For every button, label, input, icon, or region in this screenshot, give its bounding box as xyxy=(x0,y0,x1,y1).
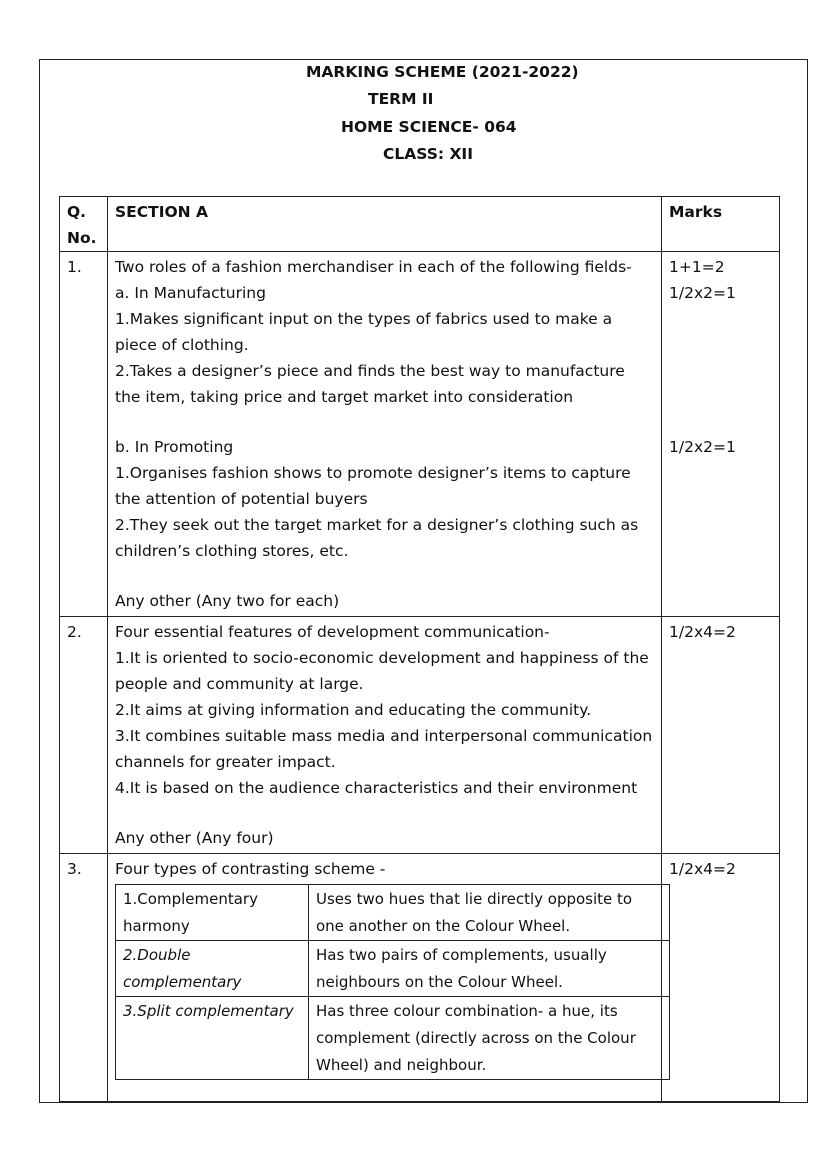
table-header-row xyxy=(60,197,780,252)
subject-label: HOME SCIENCE- 064 xyxy=(341,118,517,136)
question-intro: Two roles of a fashion merchandiser in each of the following fields- xyxy=(115,258,632,276)
qno-header: Q. No. xyxy=(60,197,108,252)
question-number: 2. xyxy=(60,617,108,854)
answer-point: 2.Takes a designer’s piece and finds the best way to manufacture the item, taking price and target market into consideration xyxy=(115,362,625,406)
marks-header: Marks xyxy=(662,197,780,252)
scheme-description: Has three colour combination- a hue, its complement (directly across on the Colour Wheel) and neighbour. xyxy=(309,997,670,1080)
answer-point: 2.It aims at giving information and educating the community. xyxy=(115,701,592,719)
question-row-2 xyxy=(60,617,780,854)
answer-point: 4.It is based on the audience characteristics and their environment xyxy=(115,779,638,797)
question-row-3 xyxy=(60,854,780,1102)
question-row-1 xyxy=(60,252,780,617)
scheme-description: Has two pairs of complements, usually neighbours on the Colour Wheel. xyxy=(309,941,670,997)
scheme-description: Uses two hues that lie directly opposite to one another on the Colour Wheel. xyxy=(309,885,670,941)
any-other-note: Any other (Any four) xyxy=(115,829,274,847)
document-title: MARKING SCHEME (2021-2022) xyxy=(306,63,579,81)
marking-table xyxy=(59,196,780,1102)
contrasting-scheme-table xyxy=(115,884,670,1080)
scheme-type: 1.Complementary harmony xyxy=(116,885,309,941)
question-number: 3. xyxy=(60,854,108,1102)
answer-point: 2.They seek out the target market for a designer’s clothing such as children’s clothing stores, etc. xyxy=(115,516,639,560)
marks-value: 1/2x4=2 xyxy=(669,860,736,878)
answer-subheading: a. In Manufacturing xyxy=(115,284,266,302)
any-other-note: Any other (Any two for each) xyxy=(115,592,340,610)
table-row xyxy=(116,997,670,1080)
answer-point: 1.It is oriented to socio-economic development and happiness of the people and community at large. xyxy=(115,649,649,693)
answer-cell xyxy=(108,617,662,854)
marks-value: 1/2x4=2 xyxy=(669,623,736,641)
answer-point: 1.Makes significant input on the types of fabrics used to make a piece of clothing. xyxy=(115,310,613,354)
table-row xyxy=(116,885,670,941)
section-a-header: SECTION A xyxy=(108,197,662,252)
answer-subheading: b. In Promoting xyxy=(115,438,234,456)
marks-value: 1/2x2=1 xyxy=(669,438,736,456)
answer-point: 1.Organises fashion shows to promote designer’s items to capture the attention of potential buyers xyxy=(115,464,631,508)
class-label: CLASS: XII xyxy=(383,145,473,163)
question-number: 1. xyxy=(60,252,108,617)
marks-cell xyxy=(662,854,780,1102)
answer-point: 3.It combines suitable mass media and interpersonal communication channels for greater impact. xyxy=(115,727,653,771)
question-intro: Four types of contrasting scheme - xyxy=(115,860,386,878)
answer-cell xyxy=(108,252,662,617)
marks-cell xyxy=(662,617,780,854)
marks-cell xyxy=(662,252,780,617)
scheme-type: 3.Split complementary xyxy=(116,997,309,1080)
marks-value: 1/2x2=1 xyxy=(669,284,736,302)
marks-value: 1+1=2 xyxy=(669,258,725,276)
term-label: TERM II xyxy=(368,90,434,108)
table-row xyxy=(116,941,670,997)
answer-cell xyxy=(108,854,662,1102)
question-intro: Four essential features of development communication- xyxy=(115,623,550,641)
scheme-type: 2.Double complementary xyxy=(116,941,309,997)
